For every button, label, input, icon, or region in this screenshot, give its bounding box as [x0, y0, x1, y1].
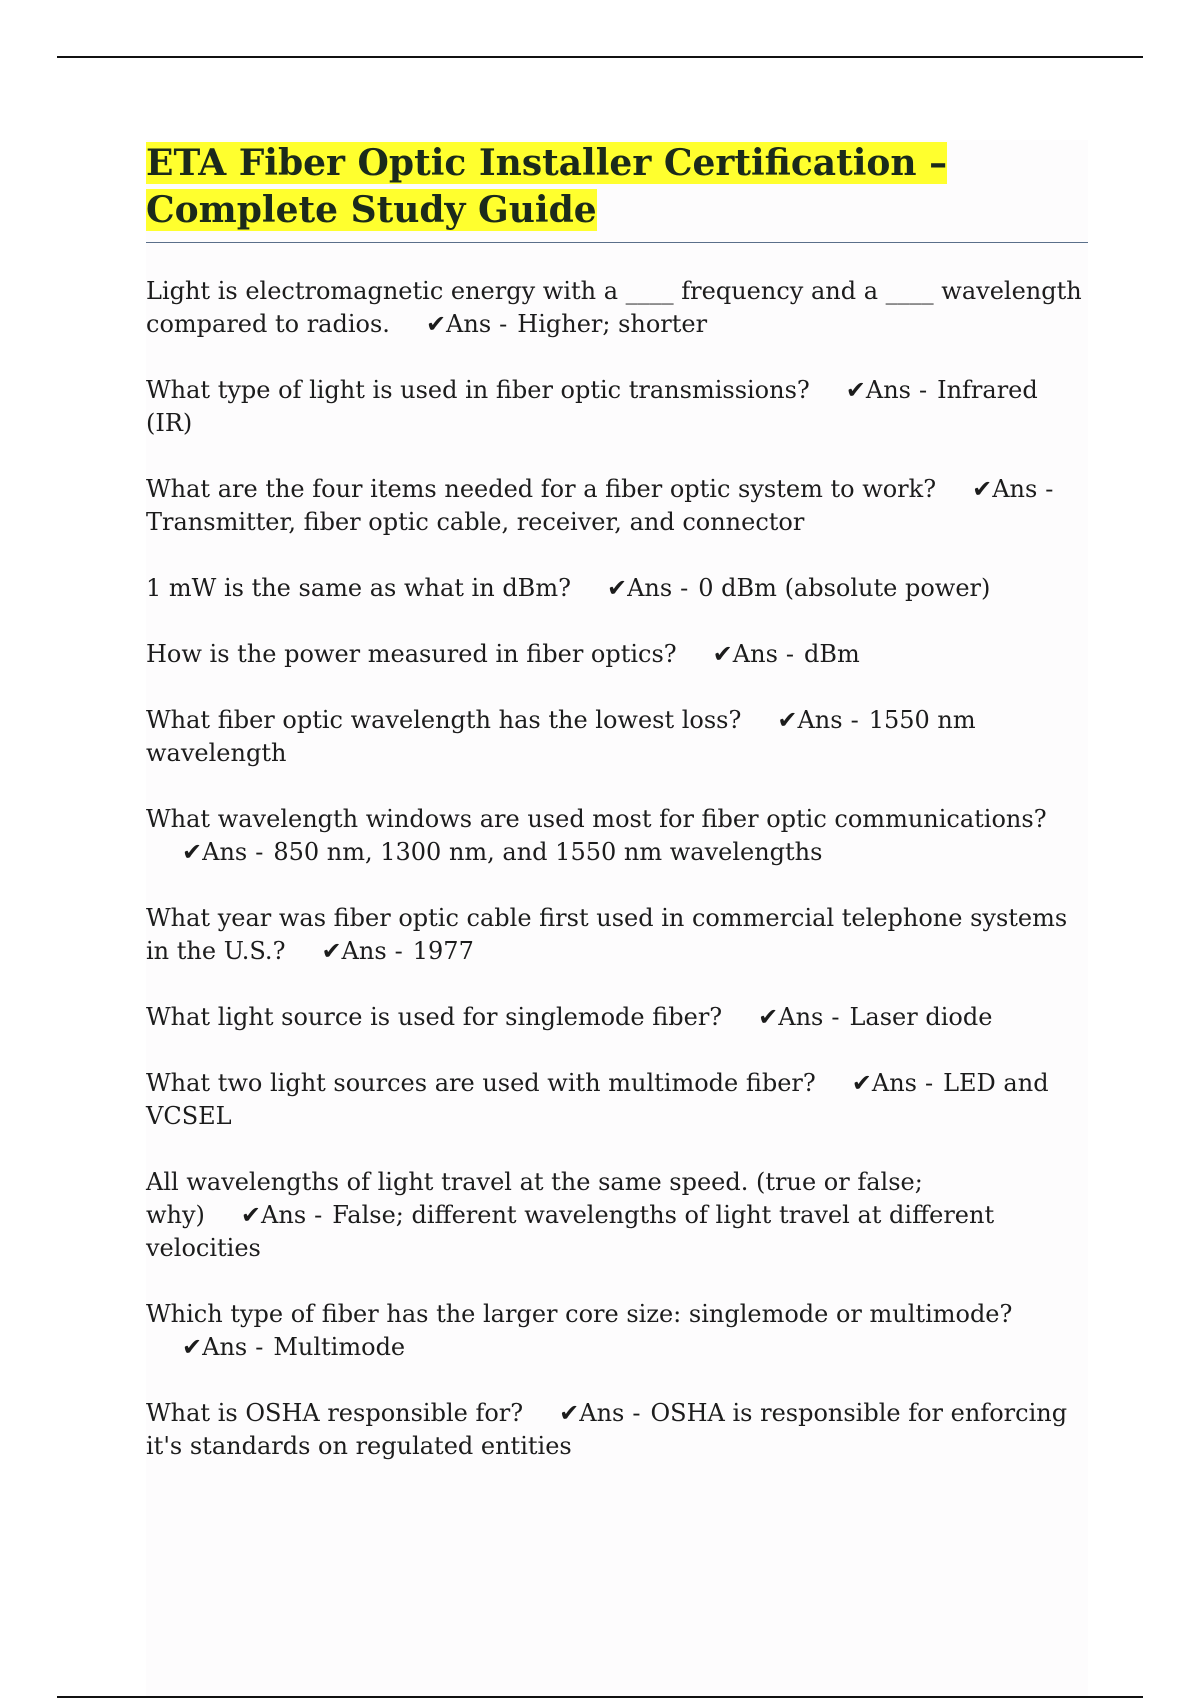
answer-text: 1977 [412, 937, 474, 965]
qa-item [146, 374, 1088, 440]
qa-item [146, 638, 1088, 671]
question-text: What type of light is used in fiber optic transmissions? [146, 376, 810, 404]
answer-marker: ✔Ans [758, 1003, 824, 1031]
question-text: 1 mW is the same as what in dBm? [146, 574, 571, 602]
answer-text: Higher; shorter [517, 310, 708, 338]
answer-separator: - [632, 1399, 641, 1427]
answer-marker: ✔Ans [712, 640, 778, 668]
answer-separator: - [394, 937, 403, 965]
answer-text: Multimode [273, 1333, 406, 1361]
question-text: What light source is used for singlemode fiber? [146, 1003, 723, 1031]
question-text: What year was fiber optic cable first used in commercial telephone systems in the U.S.? [146, 904, 1068, 965]
answer-text: dBm [804, 640, 860, 668]
qa-item [146, 275, 1088, 341]
answer-separator: - [924, 1069, 934, 1097]
qa-item [146, 473, 1088, 539]
header-rule [57, 56, 1143, 58]
answer-text: OSHA is responsible for enforcing it's standards on regulated entities [146, 1399, 1068, 1460]
answer-marker: ✔Ans [559, 1399, 625, 1427]
answer-separator: - [850, 706, 859, 734]
qa-item [146, 1067, 1088, 1133]
question-text: Light is electromagnetic energy with a ____ frequency and a ____ wavelength compared to radios. [146, 277, 1082, 338]
question-text: How is the power measured in fiber optics? [146, 640, 677, 668]
question-text: What wavelength windows are used most for fiber optic communications? [146, 805, 1047, 833]
answer-separator: - [314, 1201, 323, 1229]
answer-marker: ✔Ans [777, 706, 843, 734]
qa-list [146, 275, 1088, 1463]
answer-marker: ✔Ans [240, 1201, 307, 1229]
qa-item [146, 1166, 1088, 1265]
footer-rule [57, 1696, 1143, 1698]
answer-text: Transmitter, fiber optic cable, receiver, and connector [146, 508, 805, 536]
answer-marker: ✔Ans [321, 937, 387, 965]
question-text: What is OSHA responsible for? [146, 1399, 524, 1427]
answer-text: 1550 nm wavelength [146, 706, 976, 767]
title-underline [146, 242, 1088, 243]
answer-marker: ✔Ans [606, 574, 673, 602]
answer-text: 850 nm, 1300 nm, and 1550 nm wavelengths [273, 838, 823, 866]
qa-item [146, 572, 1088, 605]
answer-marker: ✔Ans [182, 838, 248, 866]
answer-separator: - [1045, 475, 1054, 503]
answer-marker: ✔Ans [972, 475, 1038, 503]
question-text: What two light sources are used with multimode fiber? [146, 1069, 816, 1097]
question-text: Which type of fiber has the larger core size: singlemode or multimode? [146, 1300, 1013, 1328]
answer-separator: - [255, 1333, 264, 1361]
answer-separator: - [785, 640, 794, 668]
answer-separator: - [680, 574, 689, 602]
answer-separator: - [499, 310, 508, 338]
question-text: All wavelengths of light travel at the same speed. (true or false; why) [146, 1168, 923, 1229]
qa-item [146, 902, 1088, 968]
qa-item [146, 1397, 1088, 1463]
qa-item [146, 704, 1088, 770]
qa-item [146, 1298, 1088, 1364]
document-title-text: ETA Fiber Optic Installer Certification – Complete Study Guide [146, 142, 948, 231]
answer-text: Infrared (IR) [146, 376, 1038, 437]
answer-separator: - [919, 376, 928, 404]
answer-marker: ✔Ans [845, 376, 911, 404]
answer-marker: ✔Ans [851, 1069, 917, 1097]
answer-text: LED and VCSEL [146, 1069, 1049, 1130]
answer-text: False; different wavelengths of light travel at different velocities [146, 1201, 995, 1262]
answer-separator: - [831, 1003, 840, 1031]
qa-item [146, 803, 1088, 869]
answer-separator: - [255, 838, 264, 866]
answer-marker: ✔Ans [425, 310, 492, 338]
answer-text: 0 dBm (absolute power) [698, 574, 991, 602]
qa-item [146, 1001, 1088, 1034]
document-page [146, 140, 1088, 1696]
answer-marker: ✔Ans [182, 1333, 248, 1361]
answer-text: Laser diode [849, 1003, 993, 1031]
document-title [146, 140, 1088, 234]
question-text: What are the four items needed for a fiber optic system to work? [146, 475, 937, 503]
question-text: What fiber optic wavelength has the lowest loss? [146, 706, 742, 734]
